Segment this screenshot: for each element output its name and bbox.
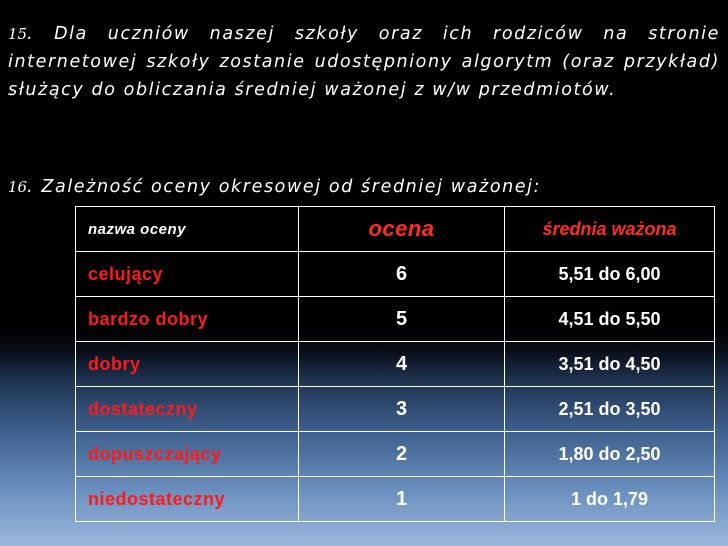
table-row [76, 387, 715, 432]
average-range-cell: 2,51 do 3,50 [505, 387, 715, 432]
grade-name-cell: bardzo dobry [76, 297, 299, 342]
average-range-cell: 3,51 do 4,50 [505, 342, 715, 387]
table-row [76, 297, 715, 342]
grade-name-cell: dobry [76, 342, 299, 387]
paragraph-15-number: 15 [8, 25, 28, 43]
table-row [76, 432, 715, 477]
grade-name-cell: dopuszczający [76, 432, 299, 477]
grade-cell: 5 [299, 297, 505, 342]
header-grade-name: nazwa oceny [76, 207, 299, 252]
grade-name-cell: celujący [76, 252, 299, 297]
table-row [76, 477, 715, 522]
grade-cell: 6 [299, 252, 505, 297]
average-range-cell: 4,51 do 5,50 [505, 297, 715, 342]
table-header-row [76, 207, 715, 252]
paragraph-16-number: 16 [8, 178, 28, 196]
grade-cell: 4 [299, 342, 505, 387]
average-range-cell: 1 do 1,79 [505, 477, 715, 522]
grades-table [75, 206, 715, 522]
header-weighted-average: średnia ważona [505, 207, 715, 252]
table-row [76, 252, 715, 297]
header-grade: ocena [299, 207, 505, 252]
grade-name-cell: niedostateczny [76, 477, 299, 522]
grade-cell: 1 [299, 477, 505, 522]
grade-cell: 2 [299, 432, 505, 477]
paragraph-15-text: . Dla uczniów naszej szkoły oraz ich rodziców na stronie internetowej szkoły zostanie udostępniony algorytm (oraz przykład) służący do obliczania średniej ważonej z w/w przedmiotów. [8, 24, 720, 100]
average-range-cell: 5,51 do 6,00 [505, 252, 715, 297]
grade-name-cell: dostateczny [76, 387, 299, 432]
paragraph-16 [8, 173, 720, 201]
paragraph-15 [8, 20, 720, 104]
table-row [76, 342, 715, 387]
paragraph-16-text: . Zależność oceny okresowej od średniej ważonej: [27, 177, 542, 197]
average-range-cell: 1,80 do 2,50 [505, 432, 715, 477]
grade-cell: 3 [299, 387, 505, 432]
